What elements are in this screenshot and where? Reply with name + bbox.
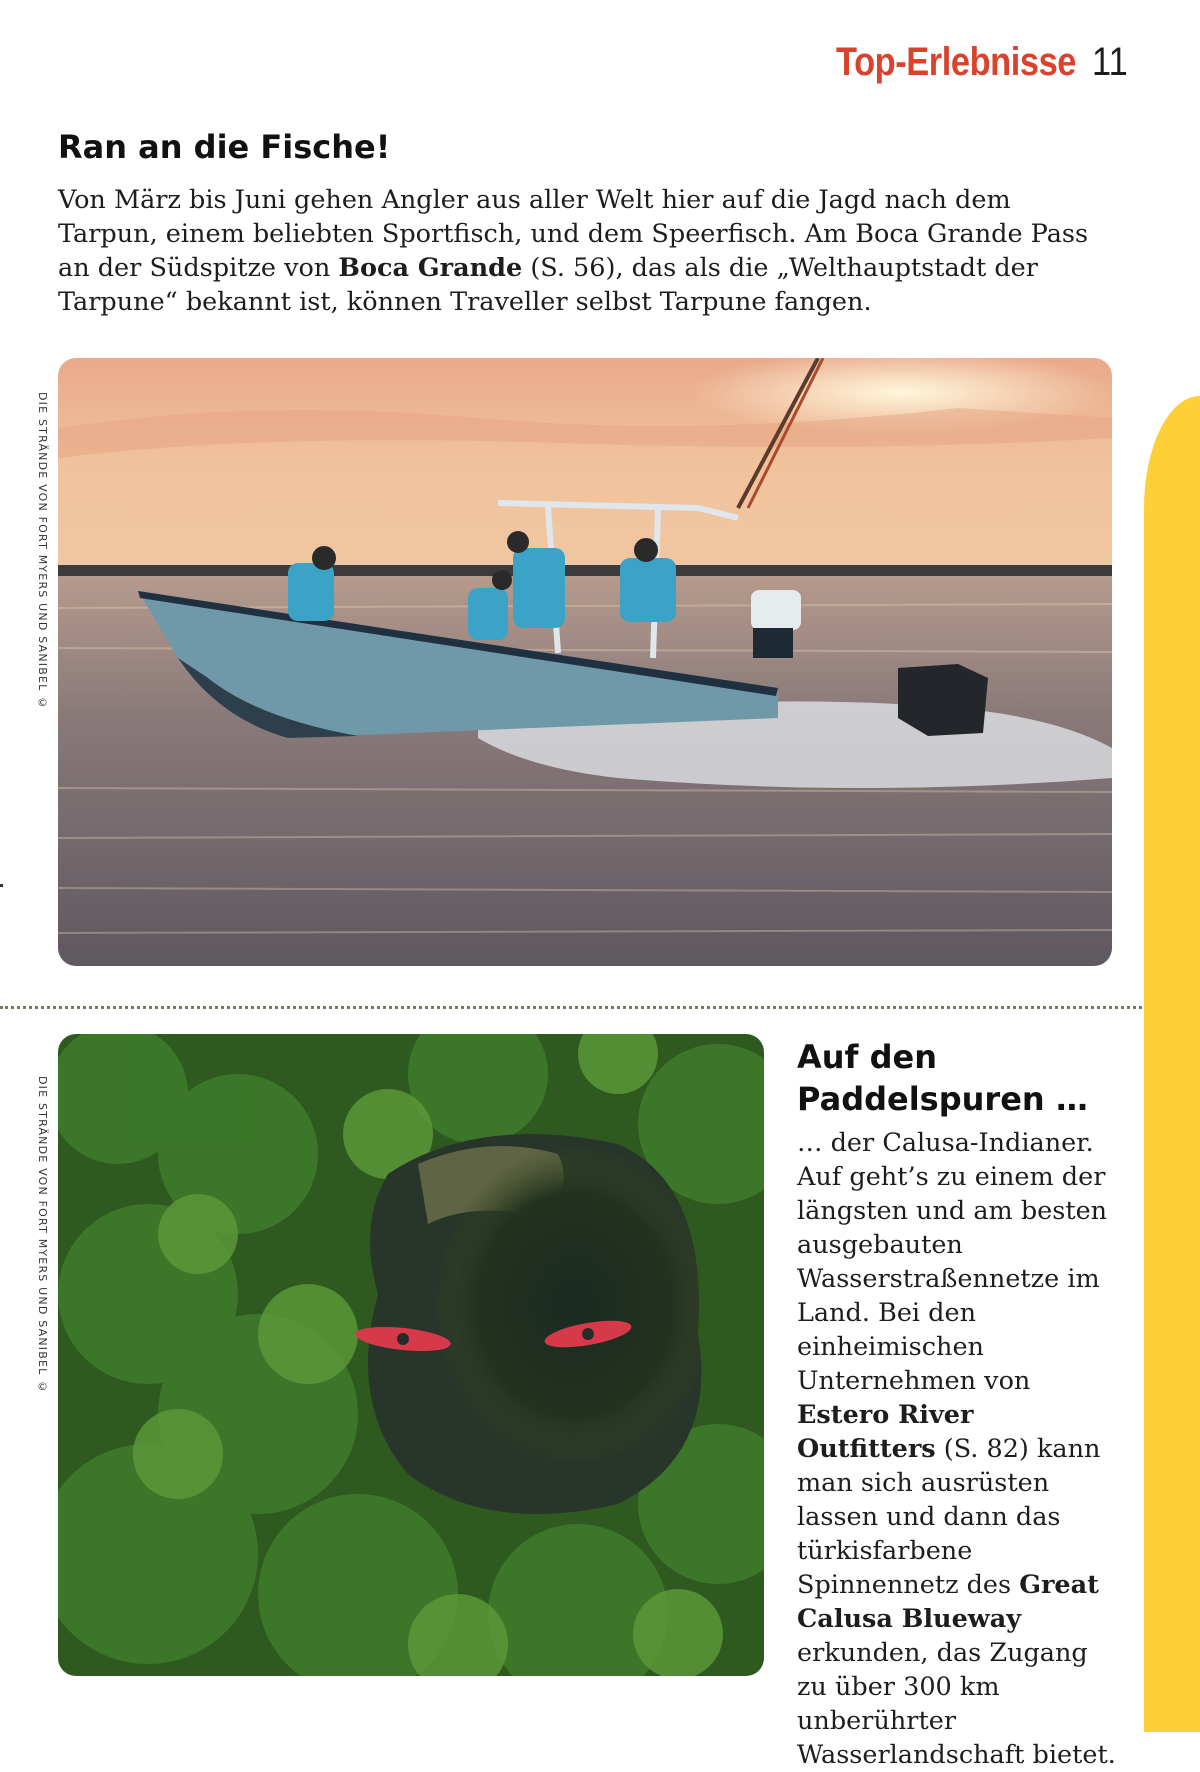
photo-credit: DIE STRÄNDE VON FORT MYERS UND SANIBEL © [36,392,49,711]
yellow-tab-band [1144,396,1200,1732]
section-divider [0,1006,1142,1009]
paddle-heading: Auf den Paddelspuren … [797,1038,1088,1118]
place-name-estero: Estero River Outfitters [797,1400,974,1464]
fishing-boat-illustration [58,358,1112,966]
fishing-boat-photo [58,358,1112,966]
running-header [797,40,1134,85]
place-name-blueway: Great Calusa Blueway [797,1570,1099,1634]
page-number: 11 [1092,40,1129,84]
fishing-paragraph: Von März bis Juni gehen Angler aus aller Welt hier auf die Jagd nach dem Tarpun, einem beliebten Sportfisch, und dem Speerfisch. Am Boca Grande Pass an der Südspitze von Boca Grande (S. 56), das als die „Welthauptstadt der Tarpune“ bekannt ist, können Traveller selbst Tarpune fangen. [58,185,1089,317]
section-title: Top-Erlebnisse [836,40,1077,84]
paddle-paragraph: … der Calusa-Indianer. Auf geht’s zu einem der längsten und am besten ausgebauten Wasserstraßennetze im Land. Bei den einheimischen Unternehmen von Estero River Outfitters (S. 82) kann man sich ausrüsten lassen und dann das türkisfarbene Spinnennetz des Great Calusa Blueway erkunden, das Zugang zu über 300 km unberührter Wasserlandschaft bietet. [797,1128,1116,1770]
photo-credit: DIE STRÄNDE VON FORT MYERS UND SANIBEL © [36,1076,49,1395]
fishing-heading: Ran an die Fische! [58,128,391,166]
edge-mark [0,884,3,887]
kayak-aerial-illustration [58,1034,764,1676]
place-name-boca-grande: Boca Grande [338,253,523,283]
kayak-aerial-photo [58,1034,764,1676]
